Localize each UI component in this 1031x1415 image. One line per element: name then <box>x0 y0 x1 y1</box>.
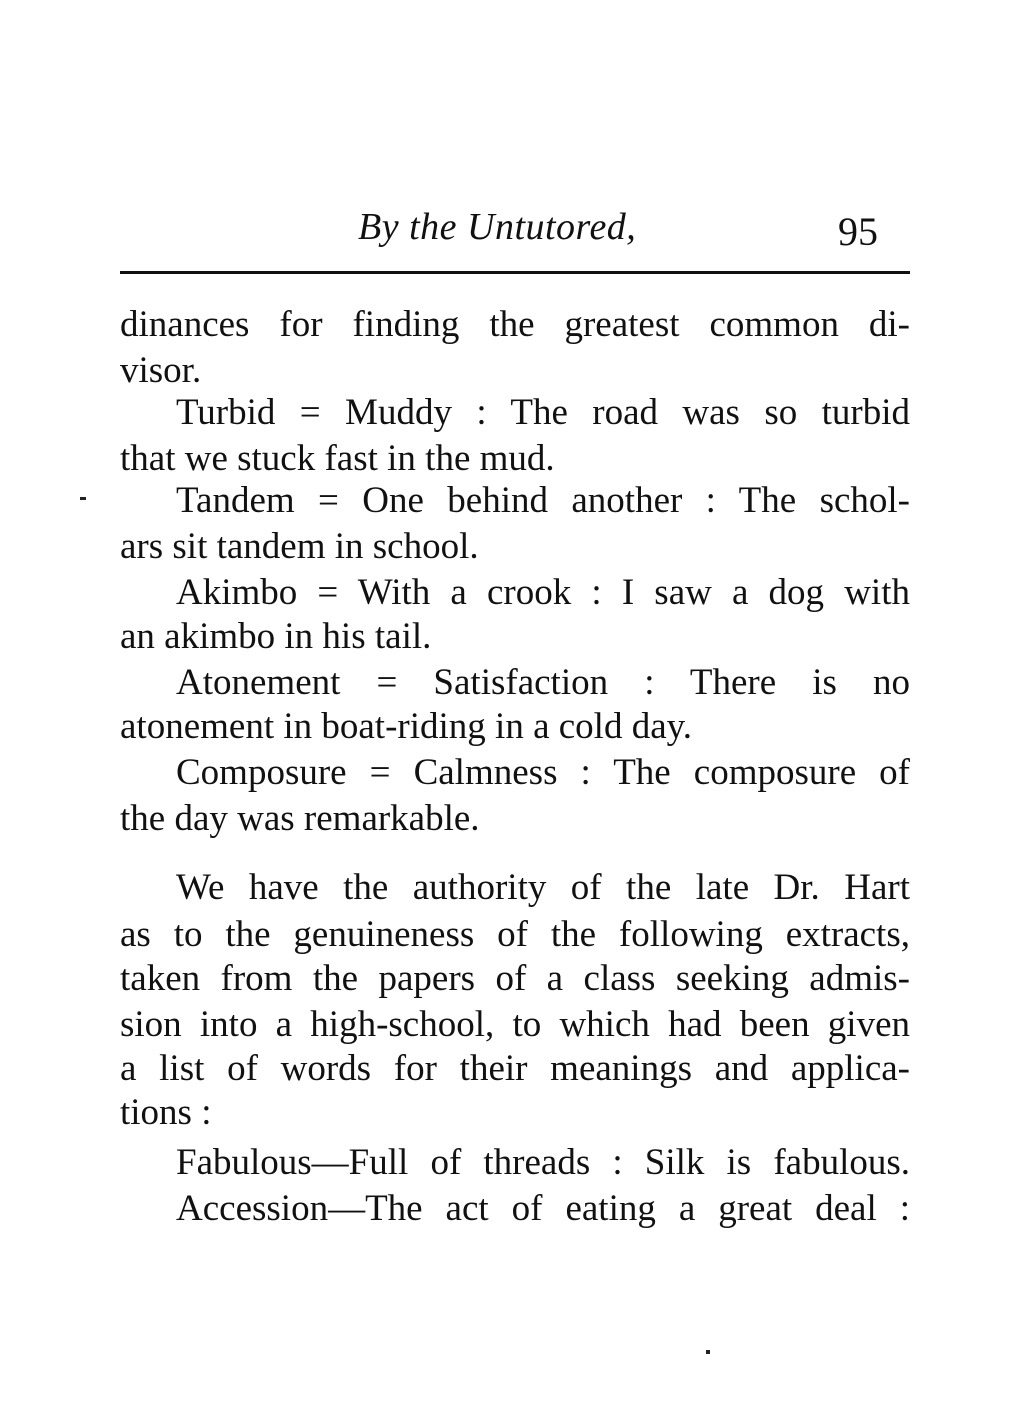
text-line: atonement in boat-riding in a cold day. <box>120 706 692 747</box>
text-line: dinances for finding the greatest common di- <box>120 304 910 345</box>
text-line: sion into a high-school, to which had been given <box>120 1004 910 1045</box>
text-line: We have the authority of the late Dr. Hart <box>176 867 910 908</box>
text-line: Atonement = Satisfaction : There is no <box>176 662 910 703</box>
running-header-title: By the Untutored, <box>358 206 637 248</box>
text-line: a list of words for their meanings and applica- <box>120 1048 910 1089</box>
text-line: that we stuck fast in the mud. <box>120 438 555 479</box>
text-line: Tandem = One behind another : The schol- <box>176 480 910 521</box>
text-line: Turbid = Muddy : The road was so turbid <box>176 392 910 433</box>
text-line: Composure = Calmness : The composure of <box>176 752 910 793</box>
text-line: tions : <box>120 1092 212 1133</box>
text-line: visor. <box>120 350 202 391</box>
text-line: Akimbo = With a crook : I saw a dog with <box>176 572 910 613</box>
text-line: as to the genuineness of the following extracts, <box>120 914 910 955</box>
stray-mark <box>80 497 86 500</box>
text-line: Fabulous—Full of threads : Silk is fabulous. <box>176 1142 910 1183</box>
text-line: the day was remarkable. <box>120 798 480 839</box>
text-line: an akimbo in his tail. <box>120 616 432 657</box>
header-rule <box>120 271 910 274</box>
page-number: 95 <box>838 209 878 254</box>
text-line: Accession—The act of eating a great deal : <box>176 1188 910 1229</box>
text-line: taken from the papers of a class seeking admis- <box>120 958 910 999</box>
stray-mark <box>706 1350 710 1354</box>
text-line: ars sit tandem in school. <box>120 526 479 567</box>
